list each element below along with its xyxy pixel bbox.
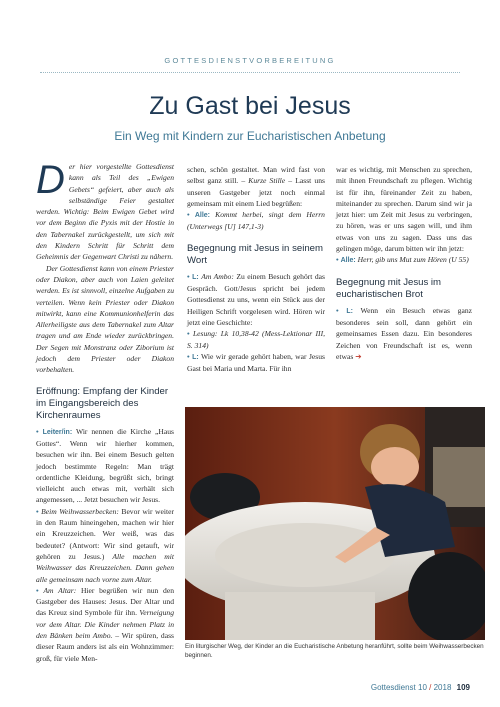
bullet-icon: •	[336, 255, 339, 265]
role-label: Alle:	[340, 257, 356, 265]
intro-paragraph-2: Der Gottesdienst kann von einem Priester oder Diakon, aber auch von Laien geleitet werden. Es ist sinnvoll, einzelne Aufgaben zu verteilen. Wenn kein Priester oder Diakon mitwirkt, kann eine Kommunionhelferin das Allerheiligste aus dem Tabernakel zum Altar tragen und am Ende wieder zurückbringen. Der Segen mit Monstranz oder Ziborium ist jedoch dem Priester oder Diakon vorbehalten.	[36, 263, 174, 375]
song-text: Herr, gib uns Mut zum Hören (U 55)	[357, 255, 469, 265]
col3-continuation: war es wichtig, mit Menschen zu sprechen, mit ihnen Freundschaft zu pflegen. Wichtig ist für ihn, füreinander Zeit zu haben, miteinander zu sprechen. Darum sind wir ja jetzt hier: um Zeit mit Jesus zu verbringen, zu hören, was er uns sagen will, und ihm etwas von uns zu sagen. Dass uns das gelingen möge, darum bitten wir ihn jetzt:	[336, 165, 472, 254]
intro-paragraph	[36, 158, 174, 263]
issue-number: 10	[418, 683, 427, 692]
lesung-text: Lk 10,38-42 (Mess-Lektionar III, S. 314)	[187, 329, 325, 350]
photo-shelf	[433, 447, 485, 507]
role-label: L:	[192, 273, 199, 281]
intro-text: er hier vorgestellte Gottesdienst kann als Teil des „Ewigen Gebets“ gefeiert, aber auch als selbständige Feier gestaltet werden. Wichtig: Beim Ewigen Gebet wird vor dem Beginn die Pyxis mit der Hostie in den Tabernakel zurückgestellt, um sich mit den Kindern Schritt für Schritt dem Geheimnis der Gegenwart Christi zu nähern.	[36, 162, 174, 262]
col3-alle-paragraph	[336, 254, 472, 266]
magazine-name: Gottesdienst	[370, 683, 416, 692]
bullet-icon: •	[187, 329, 190, 339]
lesung-label: Lesung:	[192, 329, 218, 339]
song-text: Kommt herbei, singt dem Herrn (Unterwegs [U] 147,1-3)	[187, 210, 325, 232]
l-text: Wenn ein Besuch etwas ganz besonderes sein soll, dann gehört ein gemeinsames Essen dazu. Ein besonderes Zeichen von Freundschaft ist es, wenn etwas	[336, 305, 473, 361]
section-kicker: GOTTESDIENSTVORBEREITUNG	[164, 56, 336, 65]
footer-separator: /	[429, 683, 432, 692]
photo-caption: Ein liturgischer Weg, der Kinder an die Eucharistische Anbetung heranführt, sollte beim Weihwasserbecken beginnen.	[185, 643, 484, 659]
page-footer	[371, 683, 470, 692]
font-text-italic: Alle machen mit Weihwasser das Kreuzzeichen. Dann gehen alle gemeinsam nach vorne zum Altar.	[36, 551, 174, 584]
altar-label: Am Altar:	[43, 585, 77, 595]
col3-l-paragraph	[336, 305, 472, 362]
leader-text: Wir nennen die Kirche „Haus Gottes“. Wenn wir hierher kommen, besuchen wir ihn. Bei einem Besuch gelten jedoch bestimmte Regeln: Man trägt ordentliche Kleidung, begrüßt sich, bringt vielleicht auch etwas mit, verhält sich angemessen, ... Jetzt besuchen wir Jesus.	[36, 426, 174, 505]
col2-cont-text-2: Lasst uns unseren Gastgeber jetzt noch einmal gemeinsam mit einem Lied begrüßen:	[187, 176, 325, 208]
bullet-icon: •	[36, 585, 39, 595]
l1-text: Zu einem Besuch gehört das Gespräch. Gott/Jesus spricht bei jedem Gottesdienst zu uns, wenn ein Stück aus der Heiligen Schrift vorgelesen wird. Hören wir jetzt eine Geschichte:	[187, 271, 325, 327]
font-paragraph	[36, 506, 174, 585]
photo-child-at-font	[185, 407, 485, 640]
role-label: L:	[346, 307, 353, 315]
page-title: Zu Gast bei Jesus	[149, 92, 351, 120]
column-2	[187, 164, 325, 374]
photo-illustration	[185, 407, 485, 640]
altar-text-italic: Verneigung vor dem Altar. Die Kinder nehmen Platz in den Bänken beim Ambo.	[36, 608, 174, 640]
role-label: Leiter/in:	[42, 428, 73, 436]
role-label: L:	[192, 353, 199, 361]
col2-alle-paragraph	[187, 209, 325, 233]
altar-paragraph	[36, 585, 174, 664]
section-heading-word: Begegnung mit Jesus in seinem Wort	[187, 242, 323, 266]
issue-year: 2018	[433, 683, 452, 692]
col2-continuation	[187, 164, 325, 209]
section-heading-bread: Begegnung mit Jesus im eucharistischen Brot	[336, 276, 442, 300]
column-1	[36, 158, 175, 664]
page-subtitle: Ein Weg mit Kindern zur Eucharistischen Anbetung	[114, 129, 386, 143]
bullet-icon: •	[36, 426, 39, 436]
ambo-label: Am Ambo:	[201, 271, 234, 281]
col2-cont-text: schen, schön gestaltet. Man wird fast von selbst ganz still.	[187, 165, 325, 186]
photo-child-face	[371, 447, 419, 487]
col2-l1-paragraph	[187, 271, 325, 328]
col2-lesung-paragraph	[187, 328, 325, 351]
bullet-icon: •	[336, 305, 339, 315]
altar-text-2: – Wir spüren, dass dieser Raum anders ist als ein Wohnzimmer: groß, für viele Men-	[36, 630, 174, 663]
page-number: 109	[456, 683, 470, 692]
kicker-divider	[40, 72, 460, 73]
font-text: Bevor wir weiter in den Raum hineingehen, machen wir hier ein Kreuzzeichen. Wer weiß, was das bedeutet? (Antwort: Wir sind getauft, wir gehören zu Jesus.)	[36, 506, 175, 561]
column-3	[336, 164, 472, 362]
photo-font-stem	[225, 592, 375, 640]
section-heading-opening: Eröffnung: Empfang der Kinder im Eingangsbereich des Kirchenraumes	[36, 385, 169, 421]
bullet-icon: •	[187, 210, 190, 220]
bullet-icon: •	[36, 506, 39, 516]
col2-silence: – Kurze Stille –	[241, 176, 293, 186]
bullet-icon: •	[187, 351, 190, 361]
leader-paragraph	[36, 426, 174, 506]
font-label: Beim Weihwasserbecken:	[41, 506, 119, 516]
altar-text: Hier begrüßen wir nun den Gastgeber des Hauses: Jesus. Der Altar und das Kreuz sind Symbole für ihn.	[36, 585, 175, 618]
col2-l2-paragraph	[187, 351, 325, 375]
continue-arrow-icon: ➔	[355, 351, 362, 361]
l2-text: Wie wir gerade gehört haben, war Jesus Gast bei Maria und Marta. Für ihn	[187, 351, 326, 374]
bullet-icon: •	[187, 271, 190, 281]
role-label: Alle:	[194, 212, 210, 220]
drop-cap: D	[36, 158, 65, 202]
